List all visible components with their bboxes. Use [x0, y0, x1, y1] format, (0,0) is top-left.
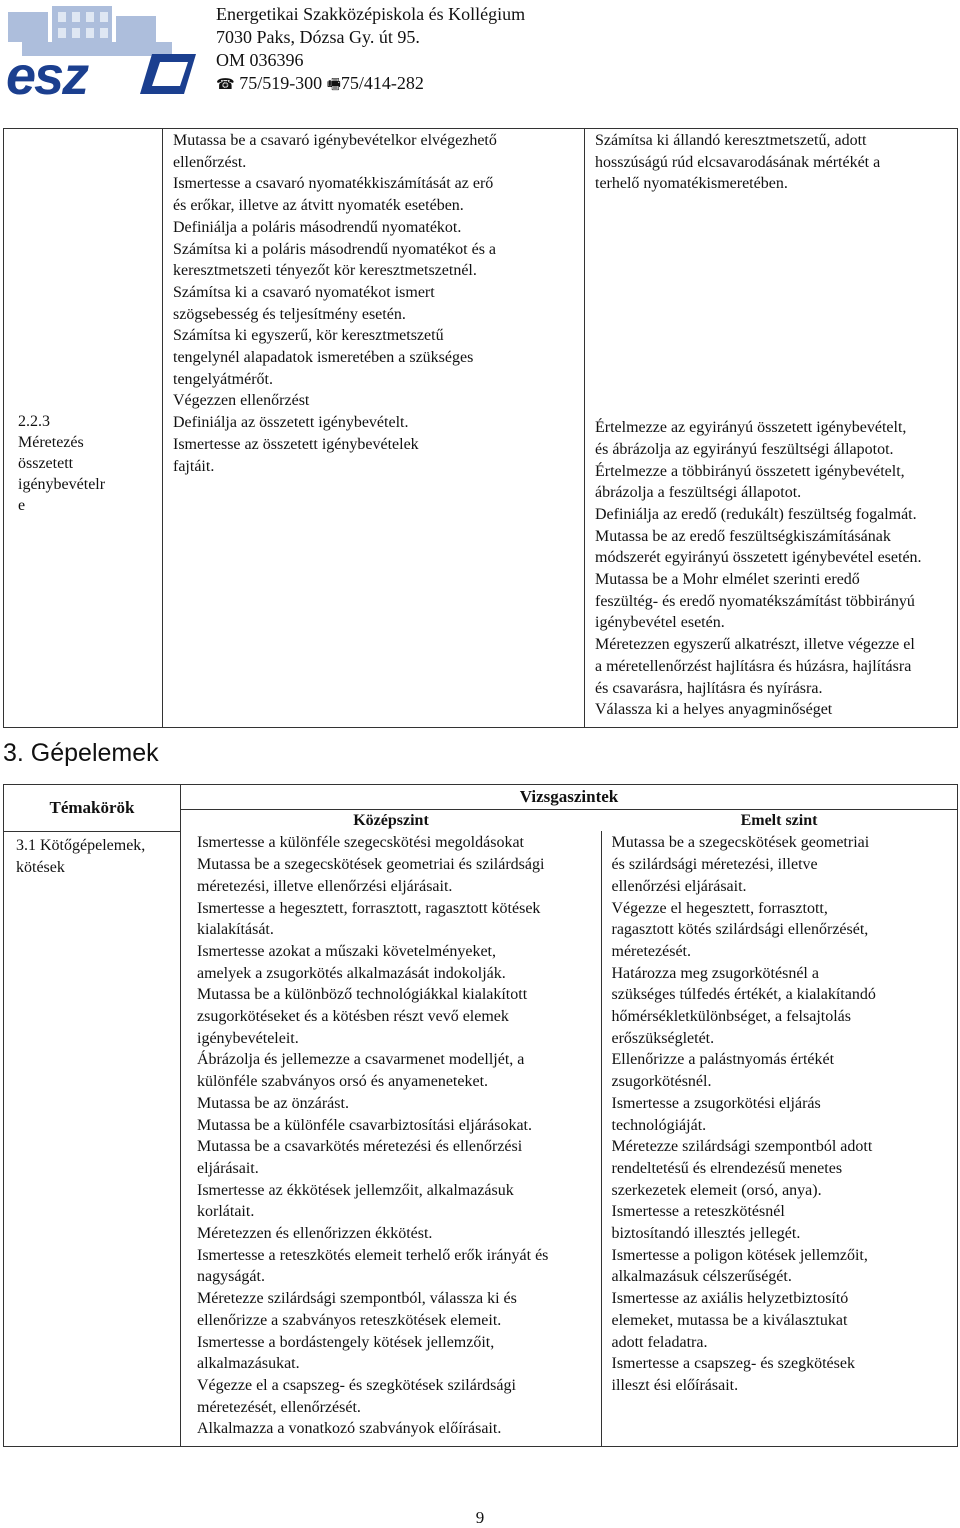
topic-label: 2.2.3 Méretezés összetett igénybevételr e	[18, 413, 106, 514]
topic-cell	[4, 831, 181, 1446]
section-title: 3. Gépelemek	[3, 739, 159, 767]
requirements-table-3-1	[3, 784, 958, 1447]
fax-icon: 🖷	[326, 77, 341, 93]
school-address: 7030 Paks, Dózsa Gy. út 95.	[216, 27, 420, 47]
fax-number: 75/414-282	[340, 73, 424, 93]
school-contacts	[216, 72, 525, 97]
logo-wordmark: esz	[6, 46, 88, 98]
high-level-text-bottom: Értelmezze az egyirányú összetett igénybevételt, és ábrázolja az egyirányú feszültségi állapotot. Értelmezze a többirányú összetett igénybevételt, ábrázolja a feszültségi állapotot. Definiálja az eredő (redukált) feszültség fogalmát. Mutassa be az eredő feszültségkiszámításának módszerét egyirányú összetett igénybevétel esetén. Mutassa be a Mohr elmélet szerinti eredő feszültég- és eredő nyomatékszámítást többirányú igénybevétel esetén. Méretezzen egyszerű alkatrészt, illetve végezze el a méretellenőrzést hajlításra és húzásra, hajlításra és csavarásra, hajlításra és nyírásra. Válassza ki a helyes anyagminőséget	[595, 419, 922, 719]
school-logo	[2, 2, 200, 98]
mid-level-cell	[181, 831, 602, 1446]
requirements-table-2-2-3	[3, 128, 958, 728]
phone-icon: ☎	[216, 77, 235, 93]
table-row	[4, 831, 958, 1446]
header-exam-levels: Vizsgaszintek	[181, 785, 958, 810]
school-name: Energetikai Szakközépiskola és Kollégium	[216, 4, 526, 24]
phone-number: 75/519-300	[239, 73, 323, 93]
mid-level-text-top: Mutassa be a csavaró igénybevételkor elvégezhető ellenőrzést. Ismertesse a csavaró nyomatékkiszámítását az erő és erőkar, illetve az átvitt nyomaték esetében. Definiálja a poláris másodrendű nyomatékot. Számítsa ki a poláris másodrendű nyomatékot és a keresztmetszeti tényezőt kör keresztmetszetnél. Számítsa ki a csavaró nyomatékot ismert szögsebesség és teljesítmény esetén. Számítsa ki egyszerű, kör keresztmetszetű tengelynél alapadatok ismeretében a szükséges tengelyátmérőt. Végezzen ellenőrzést	[173, 132, 497, 410]
header-topics: Témakörök	[4, 785, 181, 832]
mid-level-text: Ismertesse a különféle szegecskötési megoldásokat Mutassa be a szegecskötések geometriai és szilárdsági méretezési, illetve ellenőrzési eljárásait. Ismertesse a hegesztett, forrasztott, ragasztott kötések kialakítását. Ismertesse azokat a műszaki követelményeket, amelyek a zsugorkötés alkalmazását indokolják. Mutassa be a különböző technológiákkal kialakított zsugorkötéseket és a kötésben részt vevő elemek igénybevételeit. Ábrázolja és jellemezze a csavarmenet modelljét, a különféle szabványos orsó és anyameneteket. Mutassa be az önzárást. Mutassa be a különféle csavarbiztosítási eljárásokat. Mutassa be a csavarkötés méretezési és ellenőrzési eljárásait. Ismertesse az ékkötések jellemzőit, alkalmazásuk korlátait. Méretezzen és ellenőrizzen ékkötést. Ismertesse a reteszkötés elemeit terhelő erők irányát és nagyságát. Méretezze szilárdsági szempontból, válassza ki és ellenőrizze a szabványos reteszkötések elemeit. Ismertesse a bordástengely kötések jellemzőit, alkalmazásukat. Végezze el a csapszeg- és szegkötések szilárdsági méretezését, ellenőrzését. Alkalmazza a vonatkozó szabványok előírásait.	[197, 834, 549, 1438]
high-level-cell	[601, 831, 958, 1446]
header-high-level: Emelt szint	[601, 809, 958, 831]
topic-label: 3.1 Kötőgépelemek, kötések	[16, 836, 146, 876]
high-level-text-top: Számítsa ki állandó keresztmetszetű, adott hosszúságú rúd elcsavarodásának mértékét a terhelő nyomatékismeretében.	[595, 132, 881, 193]
table-row	[4, 129, 958, 728]
school-header	[216, 3, 525, 97]
high-level-cell	[585, 129, 958, 728]
mid-level-text-bottom: Definiálja az összetett igénybevételt. Ismertesse az összetett igénybevételek fajtáit.	[173, 414, 419, 475]
high-level-text: Mutassa be a szegecskötések geometriai és szilárdsági méretezési, illetve ellenőrzési eljárásait. Végezze el hegesztett, forrasztott, ragasztott kötés szilárdsági ellenőrzését, méretezését. Határozza meg zsugorkötésnél a szükséges túlfedés értékét, a kialakítandó hőmérsékletkülönbséget, a felsajtolás erőszükségletét. Ellenőrizze a palástnyomás értékét zsugorkötésnél. Ismertesse a zsugorkötési eljárás technológiáját. Méretezze szilárdsági szempontból adott rendeltetésű és elrendezésű menetes szerkezetek elemeit (orsó, anya). Ismertesse a reteszkötésnél biztosítandó illesztés jellegét. Ismertesse a poligon kötések jellemzőit, alkalmazásuk célszerűségét. Ismertesse az axiális helyzetbiztosító elemeket, mutassa be a kiválasztukat adott feladatra. Ismertesse a csapszeg- és szegkötések illeszt ési előírásait.	[611, 834, 876, 1394]
page-number: 9	[475, 1508, 485, 1527]
header-mid-level: Középszint	[181, 809, 602, 831]
school-om: OM 036396	[216, 50, 304, 70]
topic-cell	[4, 129, 163, 728]
mid-level-cell	[163, 129, 585, 728]
table-header-row	[4, 785, 958, 810]
